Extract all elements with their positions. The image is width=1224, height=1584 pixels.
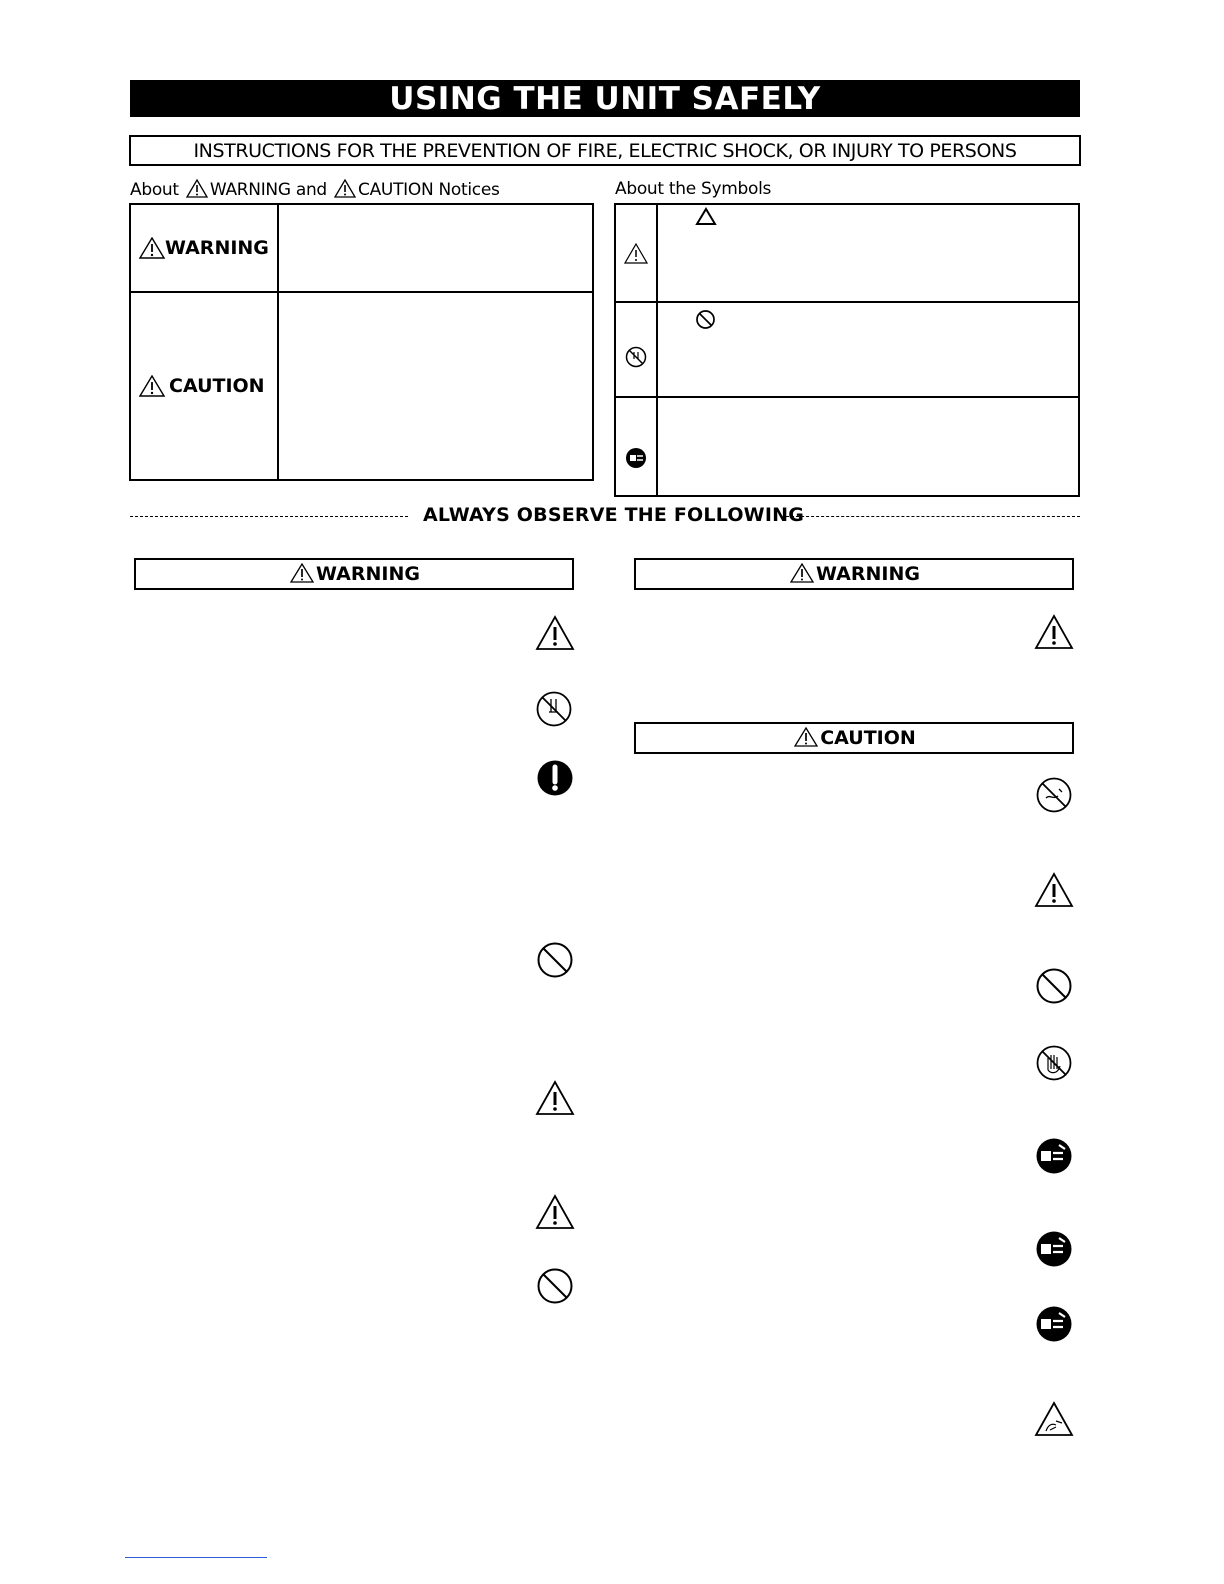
no-touch-wet-icon [1035,776,1073,814]
warning-triangle-icon [535,1194,575,1230]
no-touch-icon [1035,1044,1073,1082]
instructions-subtitle: INSTRUCTIONS FOR THE PREVENTION OF FIRE, ELECTRIC SHOCK, OR INJURY TO PERSONS [129,135,1081,166]
right-warning-header-text: WARNING [816,563,920,585]
warning-triangle-icon [290,563,314,583]
symbol-cell [616,398,658,495]
symbol-cell [616,303,658,396]
notices-heading-pre: About [130,180,179,200]
symbol-cell [616,205,658,301]
warning-triangle-icon [1034,614,1074,650]
warning-notice-text: WARNING [165,237,269,259]
notices-table [129,203,594,481]
notices-heading-and: and [295,180,327,200]
page-title: USING THE UNIT SAFELY [130,80,1080,117]
left-warning-header [134,558,574,590]
warning-triangle-icon [794,727,818,747]
pinch-hazard-icon [1034,1401,1074,1437]
caution-notice-row [131,293,592,479]
prohibition-icon [536,1267,574,1305]
symbol-row-mandatory [616,398,1078,495]
notices-heading [130,179,500,200]
prohibition-circle-icon [695,309,716,330]
prohibited-disassemble-icon [625,346,647,368]
notices-heading-post: Notices [438,180,500,200]
right-caution-header-text: CAUTION [820,727,916,749]
footer-link-underline[interactable] [125,1557,267,1558]
notices-heading-warning: WARNING [209,180,291,200]
right-caution-header [634,722,1074,754]
always-observe-heading: ALWAYS OBSERVE THE FOLLOWING [423,504,805,526]
warning-notice-row [131,205,592,293]
warning-triangle-icon [1034,872,1074,908]
caution-notice-text: CAUTION [169,375,265,397]
prohibition-icon [1035,967,1073,1005]
symbol-row-triangle [616,205,1078,303]
prohibition-icon [536,941,574,979]
unplug-icon [1035,1305,1073,1343]
warning-triangle-icon [790,563,814,583]
warning-triangle-icon [139,375,165,397]
warning-triangle-icon [535,1080,575,1116]
left-warning-header-text: WARNING [316,563,420,585]
warning-triangle-icon [139,237,165,259]
no-disassemble-icon [535,690,573,728]
triangle-outline-icon [695,207,717,226]
symbols-heading: About the Symbols [615,179,772,199]
mandatory-action-icon [536,759,574,797]
divider-right [786,516,1080,517]
notices-heading-caution: CAUTION [358,180,434,200]
symbol-row-prohibition [616,303,1078,398]
unplug-icon [1035,1230,1073,1268]
caution-notice-label [131,293,279,479]
warning-triangle-icon [334,179,356,198]
warning-notice-label [131,205,279,291]
warning-triangle-icon [186,179,208,198]
warning-triangle-icon [535,615,575,651]
warning-triangle-icon [624,243,648,264]
symbols-table [614,203,1080,497]
unplug-icon [1035,1137,1073,1175]
unplug-icon [625,447,647,469]
divider-left [130,516,408,517]
right-warning-header [634,558,1074,590]
